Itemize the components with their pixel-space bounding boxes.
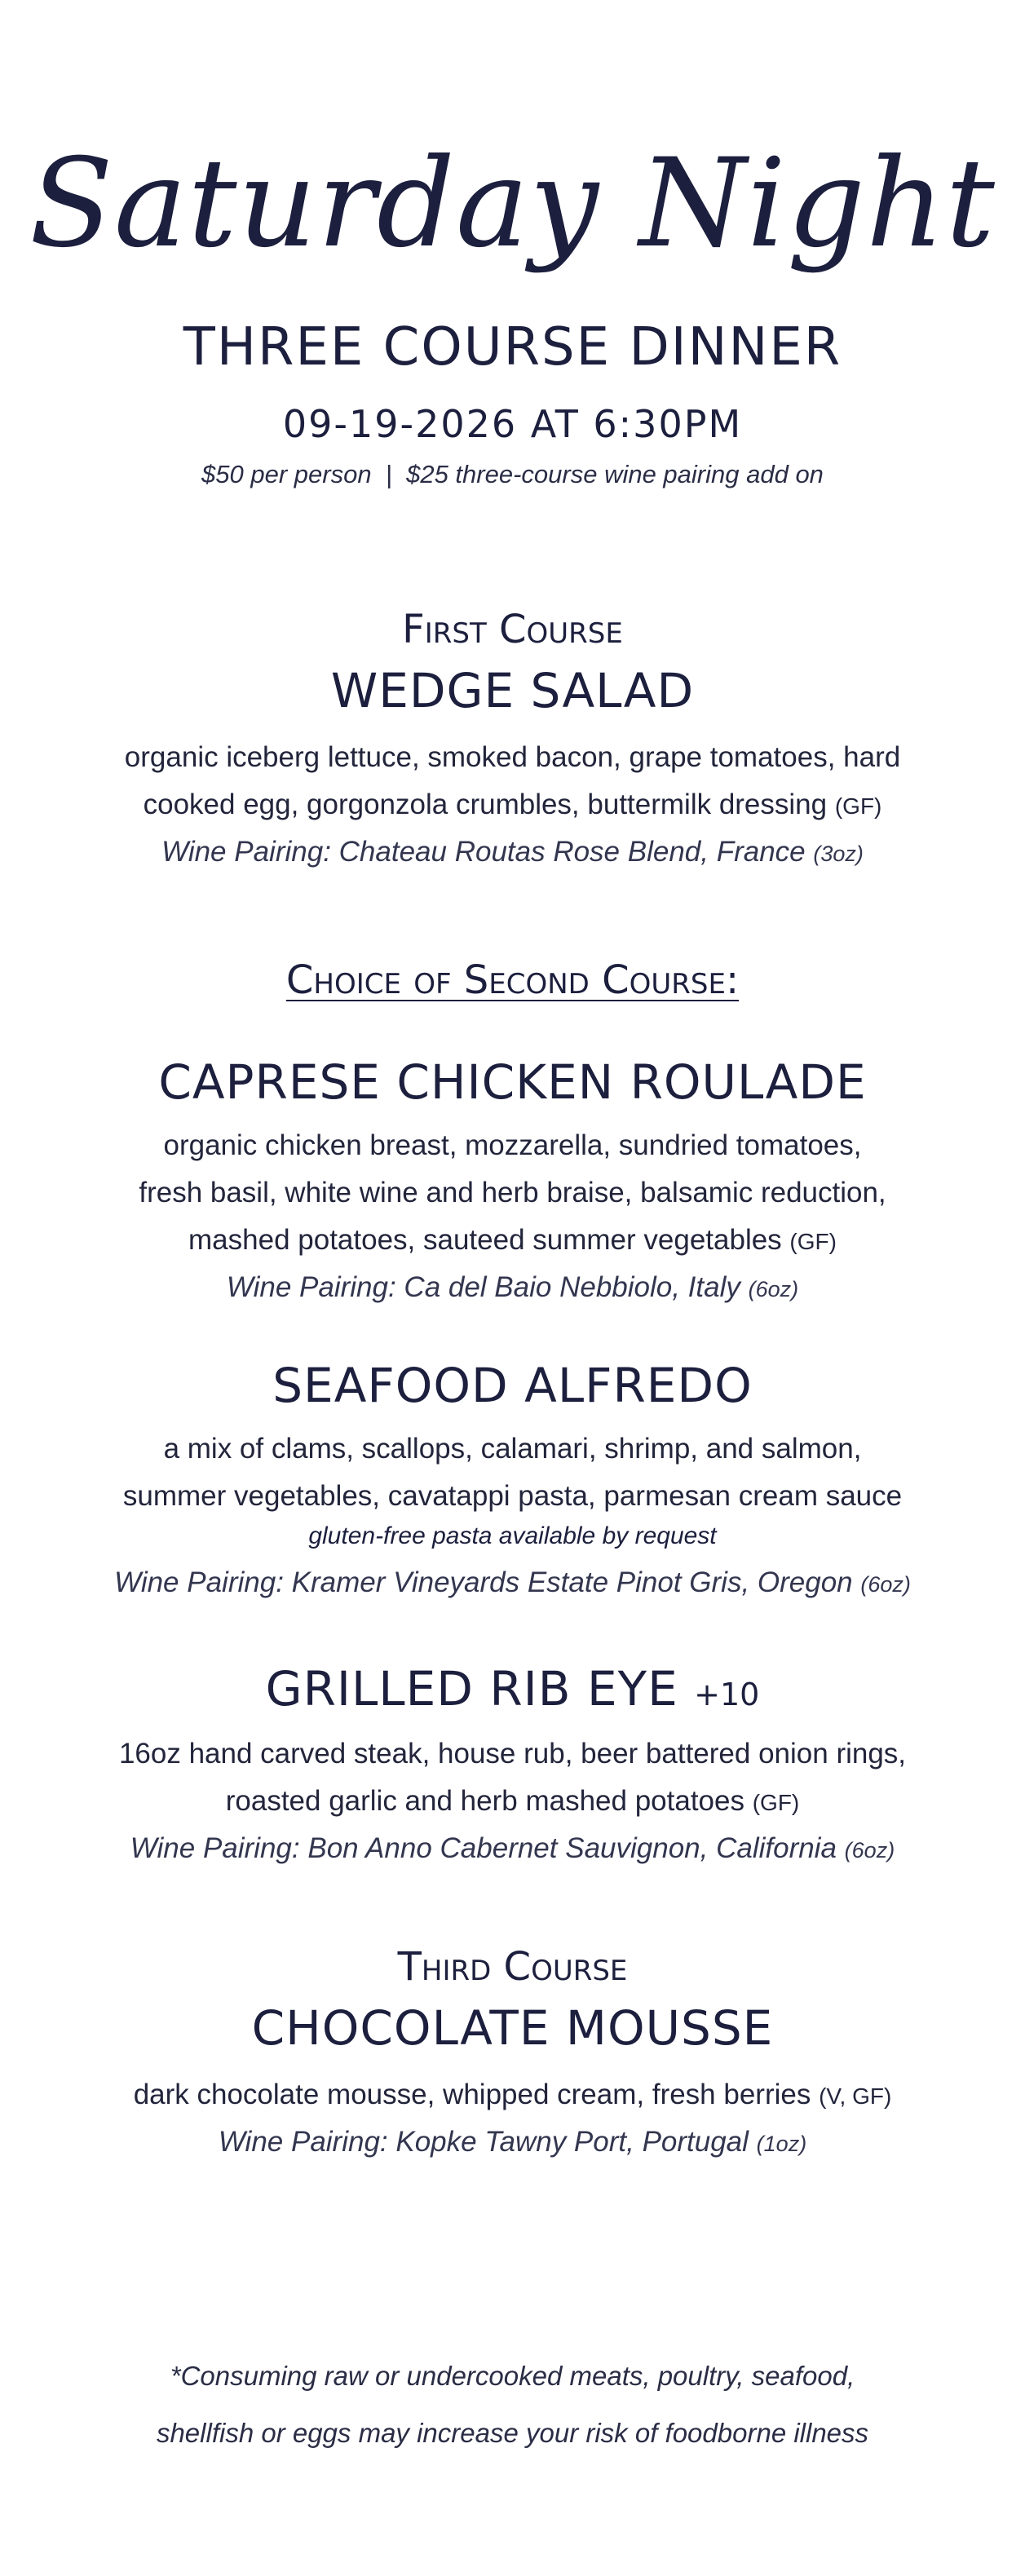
surcharge-badge: +10 <box>694 1677 760 1712</box>
option-caprese-description-text: mashed potatoes, sauteed summer vegetables <box>188 1224 782 1256</box>
third-course-label: Third Course <box>397 1944 628 1990</box>
option-seafood-alfredo-name: SEAFOOD ALFREDO <box>272 1358 753 1413</box>
menu-title: Saturday Night <box>29 133 996 275</box>
third-course-dish-name: CHOCOLATE MOUSSE <box>251 2000 774 2056</box>
option-rib-eye-heading <box>0 1660 1025 1723</box>
third-course-wine-pairing <box>0 2119 1025 2167</box>
dietary-tag: (GF) <box>834 793 882 819</box>
pour-size: (6oz) <box>748 1277 799 1301</box>
wine-pairing-text: Wine Pairing: Kopke Tawny Port, Portugal <box>218 2126 749 2158</box>
wine-pairing-text: Wine Pairing: Ca del Baio Nebbiolo, Italy <box>226 1271 740 1303</box>
second-course-label: Choice of Second Course: <box>285 957 740 1003</box>
wine-pairing-text: Wine Pairing: Chateau Routas Rose Blend, France <box>161 836 806 868</box>
dietary-tag: (V, GF) <box>819 2083 892 2109</box>
option-seafood-wine-pairing <box>0 1559 1025 1608</box>
third-course-description <box>0 2071 1025 2120</box>
first-course-description-line-2 <box>0 781 1025 830</box>
third-course-description-text: dark chocolate mousse, whipped cream, fresh berries <box>133 2079 811 2110</box>
option-rib-eye-wine-pairing <box>0 1825 1025 1874</box>
pour-size: (6oz) <box>860 1572 911 1597</box>
option-rib-eye-description-text: roasted garlic and herb mashed potatoes <box>225 1785 744 1817</box>
option-seafood-note: gluten-free pasta available by request <box>308 1522 717 1549</box>
pour-size: (1oz) <box>756 2132 807 2156</box>
event-datetime: 09-19-2026 AT 6:30PM <box>282 402 743 446</box>
option-caprese-wine-pairing <box>0 1264 1025 1313</box>
option-rib-eye-description-line-1: 16oz hand carved steak, house rub, beer battered onion rings, <box>118 1738 907 1770</box>
menu-subtitle: THREE COURSE DINNER <box>183 317 842 378</box>
first-course-label: First Course <box>402 607 623 652</box>
dietary-tag: (GF) <box>789 1229 837 1254</box>
option-caprese-description-line-2: fresh basil, white wine and herb braise, balsamic reduction, <box>139 1177 886 1208</box>
option-seafood-description-line-2: summer vegetables, cavatappi pasta, parmesan cream sauce <box>122 1480 903 1512</box>
wine-pairing-text: Wine Pairing: Kramer Vineyards Estate Pinot Gris, Oregon <box>114 1566 853 1598</box>
pricing-line: $50 per person | $25 three-course wine pairing add on <box>201 460 824 488</box>
footer-disclaimer-line-1: *Consuming raw or undercooked meats, poultry, seafood, <box>170 2361 855 2391</box>
footer-disclaimer-line-2: shellfish or eggs may increase your risk of foodborne illness <box>156 2418 869 2448</box>
wine-pairing-text: Wine Pairing: Bon Anno Cabernet Sauvignon, California <box>130 1832 837 1864</box>
option-caprese-description-line-3 <box>0 1217 1025 1266</box>
first-course-dish-name: WEDGE SALAD <box>330 663 695 718</box>
option-caprese-chicken-name: CAPRESE CHICKEN ROULADE <box>158 1054 867 1110</box>
first-course-description-text: cooked egg, gorgonzola crumbles, buttermilk dressing <box>143 789 828 820</box>
option-seafood-description-line-1: a mix of clams, scallops, calamari, shrimp, and salmon, <box>163 1433 862 1465</box>
option-rib-eye-description-line-2 <box>0 1778 1025 1827</box>
option-rib-eye-name: GRILLED RIB EYE <box>265 1661 678 1717</box>
first-course-description-line-1: organic iceberg lettuce, smoked bacon, grape tomatoes, hard <box>124 741 901 773</box>
first-course-wine-pairing <box>0 828 1025 877</box>
dietary-tag: (GF) <box>752 1790 800 1815</box>
option-caprese-description-line-1: organic chicken breast, mozzarella, sundried tomatoes, <box>163 1129 862 1161</box>
pour-size: (3oz) <box>813 842 864 866</box>
pour-size: (6oz) <box>844 1838 895 1862</box>
